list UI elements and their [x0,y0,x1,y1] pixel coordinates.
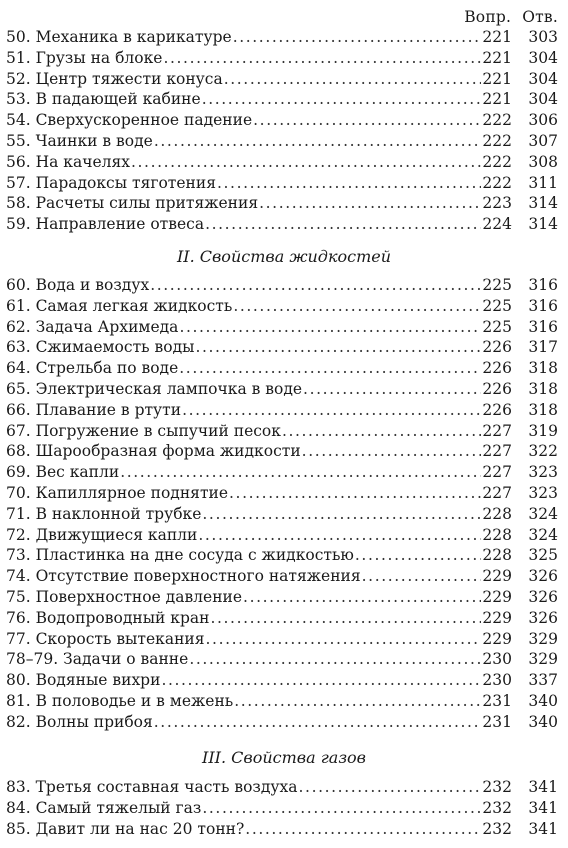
entry-title: 68. Шарообразная форма жидкости [6,442,301,461]
entry-title: 66. Плавание в ртути [6,400,182,419]
question-page: 230 [482,671,512,690]
answer-page: 318 [528,400,558,419]
question-page: 232 [482,798,512,817]
answer-page: 319 [528,421,558,440]
entry-title: 52. Центр тяжести конуса [6,69,223,88]
section-title-gases: III. Свойства газов [202,748,366,767]
toc-entry [6,483,558,504]
question-page: 226 [482,379,512,398]
dot-leader [355,545,481,566]
entry-title: 83. Третья составная часть воздуха [6,778,298,796]
toc-entry [6,629,558,650]
entry-title: 51. Грузы на блоке [6,48,163,67]
question-page: 229 [482,629,512,648]
toc-entry [6,152,558,173]
question-page-header: Вопр. [464,8,512,26]
dot-leader [182,400,481,421]
entry-title: 55. Чаинки в воде [6,131,153,150]
entry-title: 57. Парадоксы тяготения [6,173,216,192]
entry-title: 72. Движущиеся капли [6,525,198,544]
dot-leader [224,69,481,90]
dot-leader [362,566,481,587]
toc-entry [6,110,558,131]
answer-page: 306 [528,111,558,130]
entry-title: 70. Капиллярное поднятие [6,483,229,502]
question-page: 232 [482,819,512,838]
dot-leader [233,27,481,48]
question-page: 227 [482,463,512,482]
entry-title: 60. Вода и воздух [6,276,150,294]
answer-page: 311 [528,173,558,192]
answer-page: 329 [528,650,558,669]
dot-leader [229,483,481,504]
column-header [458,8,558,26]
entry-title: 50. Механика в карикатуре [6,28,232,46]
toc-entry [6,587,558,608]
toc-entry [6,358,558,379]
question-page: 227 [482,483,512,502]
entry-title: 54. Сверхускоренное падение [6,111,253,130]
dot-leader [205,214,481,235]
toc-entry [6,441,558,462]
entry-title: 67. Погружение в сыпучий песок [6,421,281,440]
question-page: 230 [482,650,512,669]
dot-leader [259,193,481,214]
toc-entry [6,798,558,819]
entry-title: 58. Расчеты силы притяжения [6,194,259,213]
toc-entry [6,462,558,483]
toc-entry [6,48,558,69]
toc-group-3 [6,777,558,839]
entry-title: 63. Сжимаемость воды [6,338,195,357]
question-page: 229 [482,587,512,606]
toc-entry [6,777,558,798]
entry-title: 59. Направление отвеса [6,215,205,234]
dot-leader [206,629,481,650]
answer-page: 326 [528,608,558,627]
question-page: 225 [482,296,512,315]
toc-entry [6,89,558,110]
question-page: 231 [482,691,512,710]
answer-page: 316 [528,296,558,315]
answer-page: 304 [528,48,558,67]
question-page: 227 [482,442,512,461]
answer-page: 329 [528,629,558,648]
answer-page: 304 [528,90,558,109]
answer-page: 337 [528,671,558,690]
question-page: 232 [482,778,512,796]
dot-leader [202,798,481,819]
question-page: 221 [482,69,512,88]
dot-leader [202,89,481,110]
dot-leader [210,608,481,629]
dot-leader [150,275,481,296]
entry-title: 78–79. Задачи о ванне [6,650,189,669]
answer-page: 316 [528,276,558,294]
answer-page-header: Отв. [522,8,558,26]
toc-entry [6,69,558,90]
entry-title: 76. Водопроводный кран [6,608,210,627]
toc-entry [6,566,558,587]
answer-page: 324 [528,525,558,544]
toc-entry [6,819,558,840]
answer-page: 314 [528,194,558,213]
toc-entry [6,275,558,296]
dot-leader [154,712,481,733]
toc-entry [6,545,558,566]
dot-leader [233,296,481,317]
answer-page: 304 [528,69,558,88]
dot-leader [303,379,481,400]
dot-leader [195,337,481,358]
entry-title: 62. Задача Архимеда [6,317,179,336]
toc-group-1 [6,27,558,235]
question-page: 221 [482,90,512,109]
toc-entry [6,649,558,670]
dot-leader [154,131,481,152]
toc-entry [6,421,558,442]
dot-leader [245,819,481,840]
question-page: 228 [482,525,512,544]
entry-title: 75. Поверхностное давление [6,587,243,606]
answer-page: 340 [528,712,558,731]
answer-page: 316 [528,317,558,336]
toc-entry [6,525,558,546]
question-page: 222 [482,152,512,171]
question-page: 221 [482,48,512,67]
entry-title: 64. Стрельба по воде [6,359,179,378]
dot-leader [161,670,481,691]
toc-entry [6,712,558,733]
answer-page: 308 [528,152,558,171]
entry-title: 84. Самый тяжелый газ [6,798,202,817]
dot-leader [189,649,481,670]
dot-leader [234,691,481,712]
answer-page: 303 [528,28,558,46]
answer-page: 323 [528,483,558,502]
entry-title: 56. На качелях [6,152,130,171]
entry-title: 77. Скорость вытекания [6,629,205,648]
toc-entry [6,296,558,317]
question-page: 226 [482,400,512,419]
entry-title: 81. В половодье и в межень [6,691,234,710]
question-page: 223 [482,194,512,213]
question-page: 221 [482,28,512,46]
answer-page: 326 [528,567,558,586]
entry-title: 74. Отсутствие поверхностного натяжения [6,567,361,586]
toc-entry [6,337,558,358]
question-page: 228 [482,504,512,523]
entry-title: 69. Вес капли [6,463,120,482]
entry-title: 82. Волны прибоя [6,712,153,731]
toc-entry [6,670,558,691]
dot-leader [217,173,481,194]
question-page: 231 [482,712,512,731]
question-page: 225 [482,317,512,336]
dot-leader [198,525,481,546]
answer-page: 326 [528,587,558,606]
dot-leader [179,317,481,338]
entry-title: 80. Водяные вихри [6,671,161,690]
dot-leader [120,462,481,483]
dot-leader [282,421,481,442]
entry-title: 71. В наклонной трубке [6,504,202,523]
entry-title: 85. Давит ли на нас 20 тонн? [6,819,245,838]
answer-page: 318 [528,359,558,378]
answer-page: 341 [528,819,558,838]
entry-title: 61. Самая легкая жидкость [6,296,233,315]
question-page: 227 [482,421,512,440]
question-page: 228 [482,546,512,565]
toc-entry [6,691,558,712]
dot-leader [202,504,481,525]
answer-page: 307 [528,131,558,150]
toc-entry [6,131,558,152]
section-title-liquids: II. Свойства жидкостей [176,247,392,266]
answer-page: 340 [528,691,558,710]
entry-title: 53. В падающей кабине [6,90,201,109]
answer-page: 323 [528,463,558,482]
dot-leader [302,441,481,462]
answer-page: 314 [528,215,558,234]
entry-title: 73. Пластинка на дне сосуда с жидкостью [6,546,354,565]
question-page: 229 [482,608,512,627]
dot-leader [179,358,481,379]
answer-page: 318 [528,379,558,398]
answer-page: 324 [528,504,558,523]
dot-leader [131,152,481,173]
toc-entry [6,214,558,235]
toc-entry [6,193,558,214]
question-page: 226 [482,359,512,378]
toc-entry [6,27,558,48]
question-page: 222 [482,173,512,192]
toc-entry [6,173,558,194]
toc-entry [6,608,558,629]
dot-leader [253,110,481,131]
toc-group-2 [6,275,558,733]
toc-entry [6,379,558,400]
answer-page: 341 [528,778,558,796]
toc-entry [6,317,558,338]
dot-leader [243,587,481,608]
dot-leader [299,777,481,798]
question-page: 222 [482,131,512,150]
answer-page: 325 [528,546,558,565]
answer-page: 341 [528,798,558,817]
question-page: 229 [482,567,512,586]
toc-entry [6,400,558,421]
question-page: 225 [482,276,512,294]
dot-leader [163,48,481,69]
question-page: 224 [482,215,512,234]
toc-entry [6,504,558,525]
question-page: 222 [482,111,512,130]
answer-page: 317 [528,338,558,357]
question-page: 226 [482,338,512,357]
answer-page: 322 [528,442,558,461]
entry-title: 65. Электрическая лампочка в воде [6,379,303,398]
